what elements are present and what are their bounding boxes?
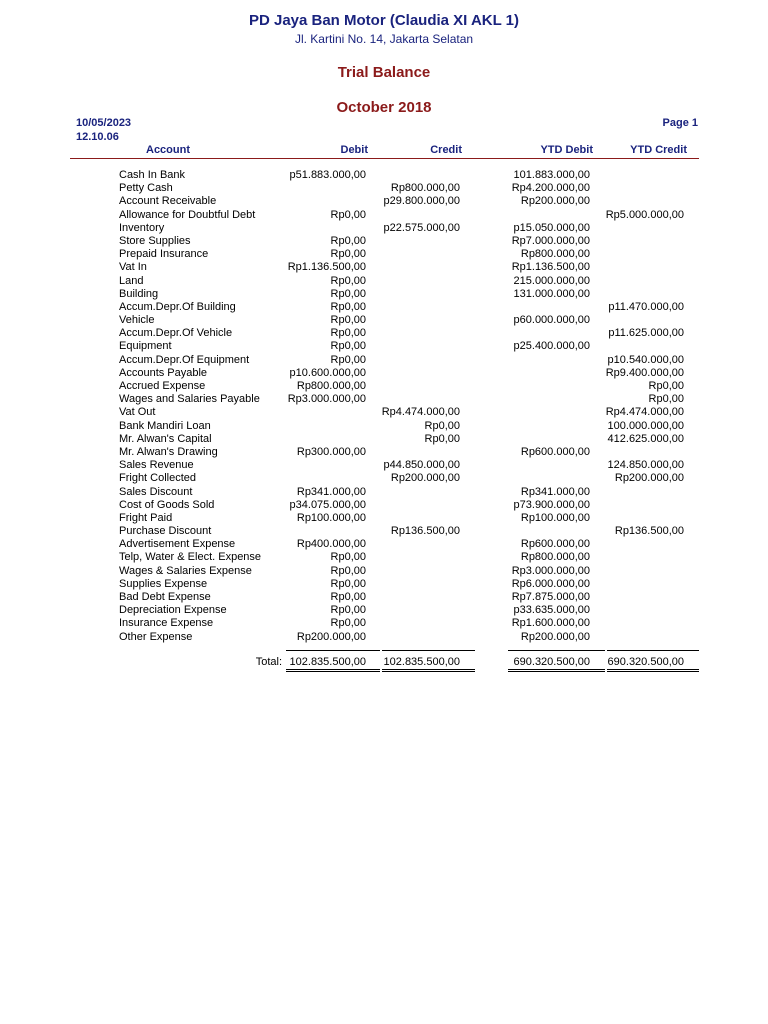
debit-value: Rp0,00 [330,287,366,300]
account-name: Mr. Alwan's Capital [119,432,212,445]
total-ytd-credit: 690.320.500,00 [607,656,684,668]
debit-value: Rp3.000.000,00 [287,393,366,406]
double-underline-ytd-debit-1 [508,669,605,670]
account-name: Vehicle [119,314,155,327]
table-row [0,340,768,353]
double-underline-ytd-debit-2 [508,671,605,672]
ytd-debit-value: 215.000.000,00 [513,274,590,287]
debit-value: Rp800.000,00 [296,380,366,392]
account-name: Wages & Salaries Expense [119,564,252,577]
column-header-credit: Credit [430,144,462,156]
ytd-debit-value: Rp7.875.000,00 [511,591,590,603]
debit-value: Rp0,00 [330,340,366,353]
account-name: Building [119,287,159,300]
total-label: Total: [255,656,282,668]
ytd-credit-value: Rp200.000,00 [614,472,684,485]
table-row [0,248,768,261]
debit-value: Rp0,00 [330,353,366,366]
account-name: Insurance Expense [119,617,214,630]
account-name: Depreciation Expense [119,604,227,617]
table-row [0,459,768,472]
account-name: Bad Debt Expense [119,591,211,603]
credit-value: Rp4.474.000,00 [381,406,460,419]
ytd-debit-value: Rp600.000,00 [520,445,590,458]
debit-value: Rp0,00 [330,617,366,630]
debit-value: Rp0,00 [330,564,366,577]
debit-value: p10.600.000,00 [289,366,366,379]
account-name: Sales Discount [119,485,193,498]
sum-line-ytd-debit [508,650,605,651]
table-row [0,367,768,380]
table-row [0,393,768,406]
column-header-account: Account [146,144,190,156]
ytd-credit-value: p10.540.000,00 [607,353,684,366]
ytd-debit-value: Rp600.000,00 [520,538,590,551]
sum-line-credit [382,650,475,651]
total-credit: 102.835.500,00 [383,656,460,668]
account-name: Account Receivable [119,195,217,208]
account-name: Store Supplies [119,234,191,247]
account-name: Mr. Alwan's Drawing [119,445,218,458]
table-row [0,209,768,222]
account-name: Fright Collected [119,472,197,485]
account-name: Wages and Salaries Payable [119,393,260,406]
account-name: Supplies Expense [119,577,208,590]
ytd-debit-value: Rp1.136.500,00 [511,261,590,274]
ytd-debit-value: p60.000.000,00 [513,314,590,327]
debit-value: Rp0,00 [330,327,366,340]
account-name: Other Expense [119,630,193,643]
credit-value: Rp200.000,00 [390,472,460,485]
table-row [0,327,768,340]
credit-value: p44.850.000,00 [383,459,460,472]
table-row [0,486,768,499]
debit-value: Rp0,00 [330,234,366,247]
account-name: Vat Out [119,406,156,419]
ytd-debit-value: Rp200.000,00 [520,630,590,643]
debit-value: p51.883.000,00 [289,169,366,181]
table-row [0,195,768,208]
account-name: Accum.Depr.Of Equipment [119,353,250,366]
account-name: Advertisement Expense [119,538,236,551]
table-row [0,261,768,274]
account-name: Allowance for Doubtful Debt [119,208,256,221]
ytd-credit-value: Rp9.400.000,00 [605,366,684,379]
account-name: Accum.Depr.Of Building [119,300,236,313]
account-name: Vat In [119,261,147,274]
column-header-debit: Debit [340,144,368,156]
sum-line-ytd-credit [607,650,699,651]
account-name: Equipment [119,340,172,353]
ytd-credit-value: Rp0,00 [648,380,684,392]
account-name: Bank Mandiri Loan [119,419,211,432]
table-row [0,182,768,195]
ytd-credit-value: 412.625.000,00 [607,432,684,445]
ytd-debit-value: Rp100.000,00 [520,511,590,524]
ytd-credit-value: Rp4.474.000,00 [605,406,684,419]
ytd-credit-value: Rp0,00 [648,393,684,406]
credit-value: Rp800.000,00 [390,182,460,195]
table-row [0,512,768,525]
company-address: Jl. Kartini No. 14, Jakarta Selatan [294,32,474,46]
credit-value: Rp136.500,00 [390,525,460,538]
table-row [0,631,768,644]
account-name: Land [119,274,144,287]
table-row [0,433,768,446]
ytd-debit-value: Rp800.000,00 [520,248,590,261]
account-name: Accounts Payable [119,366,208,379]
debit-value: Rp0,00 [330,248,366,261]
double-underline-credit-2 [382,671,475,672]
account-name: Cost of Goods Sold [119,498,215,511]
credit-value: p29.800.000,00 [383,195,460,208]
account-name: Purchase Discount [119,525,212,538]
account-name: Cash In Bank [119,169,186,181]
ytd-debit-value: p73.900.000,00 [513,498,590,511]
table-row [0,617,768,630]
table-row [0,288,768,301]
table-row [0,169,768,182]
table-row [0,578,768,591]
credit-value: Rp0,00 [424,419,460,432]
debit-value: Rp200.000,00 [296,630,366,643]
account-name: Prepaid Insurance [119,248,209,261]
table-row [0,314,768,327]
ytd-debit-value: Rp4.200.000,00 [511,182,590,195]
company-name: PD Jaya Ban Motor (Claudia XI AKL 1) [248,12,520,29]
ytd-debit-value: 101.883.000,00 [513,169,590,181]
ytd-debit-value: Rp3.000.000,00 [511,564,590,577]
account-name: Accrued Expense [119,380,206,392]
table-row [0,354,768,367]
table-row [0,499,768,512]
sum-line-debit [286,650,380,651]
header-divider [70,158,699,159]
ytd-debit-value: Rp341.000,00 [520,485,590,498]
ytd-debit-value: Rp200.000,00 [520,195,590,208]
debit-value: Rp400.000,00 [296,538,366,551]
table-row [0,222,768,235]
ytd-credit-value: p11.625.000,00 [608,327,684,340]
ytd-credit-value: Rp136.500,00 [614,525,684,538]
ytd-credit-value: p11.470.000,00 [608,300,684,313]
table-row [0,551,768,564]
ytd-debit-value: Rp6.000.000,00 [511,577,590,590]
print-time: 12.10.06 [76,131,119,143]
account-name: Telp, Water & Elect. Expense [119,551,262,564]
debit-value: Rp0,00 [330,551,366,564]
debit-value: Rp1.136.500,00 [287,261,366,274]
ytd-credit-value: 100.000.000,00 [607,419,684,432]
ytd-debit-value: Rp800.000,00 [520,551,590,564]
table-row [0,420,768,433]
ytd-credit-value: Rp5.000.000,00 [605,208,684,221]
account-name: Inventory [119,221,165,234]
ytd-debit-value: 131.000.000,00 [513,287,590,300]
table-row [0,472,768,485]
print-date: 10/05/2023 [76,117,132,129]
table-row [0,235,768,248]
report-title: Trial Balance [337,64,431,81]
ytd-debit-value: Rp7.000.000,00 [511,234,590,247]
account-name: Sales Revenue [119,459,194,472]
column-header-ytd-debit: YTD Debit [540,144,593,156]
table-row [0,591,768,604]
account-name: Petty Cash [119,182,173,195]
debit-value: Rp341.000,00 [296,485,366,498]
debit-value: Rp300.000,00 [296,445,366,458]
debit-value: Rp100.000,00 [296,511,366,524]
table-row [0,525,768,538]
account-name: Fright Paid [119,511,173,524]
double-underline-debit-1 [286,669,380,670]
credit-value: Rp0,00 [424,432,460,445]
table-row [0,446,768,459]
table-row [0,406,768,419]
total-debit: 102.835.500,00 [289,656,366,668]
table-row [0,275,768,288]
table-row [0,565,768,578]
debit-value: p34.075.000,00 [289,498,366,511]
ytd-debit-value: p15.050.000,00 [513,221,590,234]
ytd-debit-value: p33.635.000,00 [513,604,590,617]
double-underline-debit-2 [286,671,380,672]
double-underline-ytd-credit-2 [607,671,699,672]
debit-value: Rp0,00 [330,208,366,221]
debit-value: Rp0,00 [330,577,366,590]
ytd-credit-value: 124.850.000,00 [607,459,684,472]
ytd-debit-value: p25.400.000,00 [513,340,590,353]
column-header-ytd-credit: YTD Credit [630,144,687,156]
total-ytd-debit: 690.320.500,00 [513,656,590,668]
table-row [0,604,768,617]
table-row [0,301,768,314]
page-number: Page 1 [662,117,698,129]
account-name: Accum.Depr.Of Vehicle [119,327,233,340]
table-row [0,380,768,393]
credit-value: p22.575.000,00 [383,221,460,234]
debit-value: Rp0,00 [330,274,366,287]
debit-value: Rp0,00 [330,300,366,313]
debit-value: Rp0,00 [330,314,366,327]
double-underline-credit-1 [382,669,475,670]
debit-value: Rp0,00 [330,604,366,617]
double-underline-ytd-credit-1 [607,669,699,670]
table-row [0,538,768,551]
ytd-debit-value: Rp1.600.000,00 [511,617,590,630]
report-period: October 2018 [336,99,432,116]
account-rows [0,169,768,644]
debit-value: Rp0,00 [330,591,366,603]
